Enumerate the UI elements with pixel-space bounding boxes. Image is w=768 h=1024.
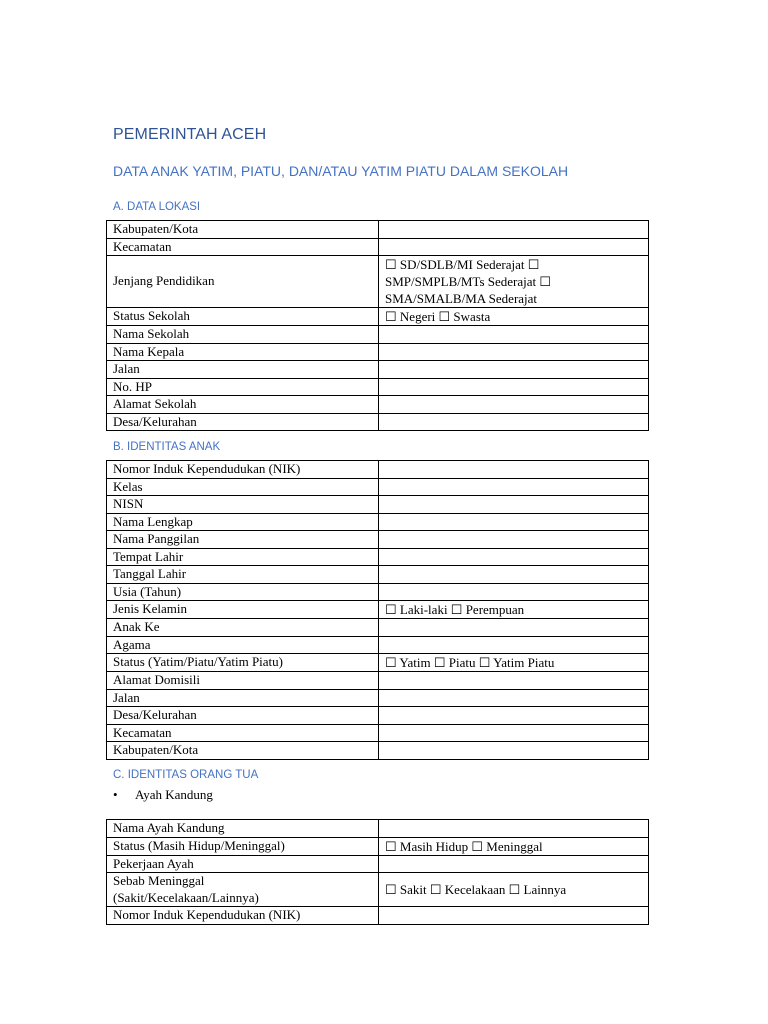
table-row — [107, 361, 649, 379]
option-line[interactable]: SMP/SMPLB/MTs Sederajat ☐ — [385, 274, 552, 289]
field-pekerjaan-ayah[interactable] — [379, 855, 649, 873]
table-row — [107, 601, 649, 619]
label-line: (Sakit/Kecelakaan/Lainnya) — [113, 889, 259, 905]
table-row — [107, 478, 649, 496]
field-no-hp[interactable] — [379, 378, 649, 396]
field-alamat-sekolah[interactable] — [379, 396, 649, 414]
table-row — [107, 672, 649, 690]
row-label: Kecamatan — [107, 724, 379, 742]
field-jalan[interactable] — [379, 361, 649, 379]
table-row — [107, 654, 649, 672]
row-label: Kecamatan — [107, 238, 379, 256]
row-label: Agama — [107, 636, 379, 654]
field-tempat-lahir[interactable] — [379, 548, 649, 566]
table-row — [107, 907, 649, 925]
field-status-yatim[interactable]: ☐ Yatim ☐ Piatu ☐ Yatim Piatu — [379, 654, 649, 672]
row-label: Status Sekolah — [107, 308, 379, 326]
row-label: Jenis Kelamin — [107, 601, 379, 619]
section-c-heading: C. IDENTITAS ORANG TUA — [113, 769, 259, 781]
field-kabupaten-kota[interactable] — [379, 221, 649, 239]
field-anak-ke[interactable] — [379, 619, 649, 637]
field-nama-kepala[interactable] — [379, 343, 649, 361]
table-row — [107, 396, 649, 414]
row-label: Kelas — [107, 478, 379, 496]
bullet-text: Ayah Kandung — [135, 787, 213, 802]
table-row — [107, 855, 649, 873]
row-label: Nama Lengkap — [107, 513, 379, 531]
row-label: Nama Ayah Kandung — [107, 820, 379, 838]
field-kecamatan[interactable] — [379, 724, 649, 742]
data-lokasi-table — [106, 220, 649, 431]
field-nik-ayah[interactable] — [379, 907, 649, 925]
row-label: Alamat Sekolah — [107, 396, 379, 414]
row-label: Kabupaten/Kota — [107, 742, 379, 760]
row-label: Tanggal Lahir — [107, 566, 379, 584]
row-label: Nomor Induk Kependudukan (NIK) — [107, 907, 379, 925]
field-alamat-domisili[interactable] — [379, 672, 649, 690]
label-line: Sebab Meninggal — [113, 873, 205, 888]
table-row — [107, 378, 649, 396]
table-row — [107, 343, 649, 361]
table-row — [107, 413, 649, 431]
field-kabupaten-kota[interactable] — [379, 742, 649, 760]
field-sebab-meninggal[interactable]: ☐ Sakit ☐ Kecelakaan ☐ Lainnya — [379, 873, 649, 907]
row-label: No. HP — [107, 378, 379, 396]
table-row — [107, 461, 649, 479]
field-nama-lengkap[interactable] — [379, 513, 649, 531]
row-label: Usia (Tahun) — [107, 583, 379, 601]
row-label: Pekerjaan Ayah — [107, 855, 379, 873]
table-row — [107, 531, 649, 549]
table-row — [107, 636, 649, 654]
row-label: Kabupaten/Kota — [107, 221, 379, 239]
row-label: Status (Yatim/Piatu/Yatim Piatu) — [107, 654, 379, 672]
page-title: PEMERINTAH ACEH — [113, 126, 267, 143]
row-label: Anak Ke — [107, 619, 379, 637]
section-a-heading: A. DATA LOKASI — [113, 201, 201, 213]
field-tanggal-lahir[interactable] — [379, 566, 649, 584]
list-item — [113, 787, 213, 803]
field-jenjang-pendidikan[interactable] — [379, 256, 649, 308]
row-label: Alamat Domisili — [107, 672, 379, 690]
table-row — [107, 308, 649, 326]
table-row — [107, 689, 649, 707]
table-row — [107, 707, 649, 725]
field-nama-panggilan[interactable] — [379, 531, 649, 549]
field-jalan[interactable] — [379, 689, 649, 707]
row-label: Nama Sekolah — [107, 326, 379, 344]
bullet-icon: • — [113, 787, 118, 802]
table-row — [107, 496, 649, 514]
field-agama[interactable] — [379, 636, 649, 654]
row-label: Nomor Induk Kependudukan (NIK) — [107, 461, 379, 479]
row-label: Jalan — [107, 361, 379, 379]
identitas-orang-tua-table — [106, 819, 649, 925]
field-desa-kelurahan[interactable] — [379, 707, 649, 725]
field-nama-sekolah[interactable] — [379, 326, 649, 344]
field-status-hidup[interactable]: ☐ Masih Hidup ☐ Meninggal — [379, 837, 649, 855]
table-row — [107, 873, 649, 907]
row-label: Tempat Lahir — [107, 548, 379, 566]
table-row — [107, 326, 649, 344]
table-row — [107, 742, 649, 760]
row-label — [107, 873, 379, 907]
row-label: Jalan — [107, 689, 379, 707]
option-line[interactable]: ☐ SD/SDLB/MI Sederajat ☐ — [385, 257, 540, 272]
field-jenis-kelamin[interactable]: ☐ Laki-laki ☐ Perempuan — [379, 601, 649, 619]
field-nama-ayah[interactable] — [379, 820, 649, 838]
table-row — [107, 566, 649, 584]
field-kelas[interactable] — [379, 478, 649, 496]
row-label: Status (Masih Hidup/Meninggal) — [107, 837, 379, 855]
row-label: NISN — [107, 496, 379, 514]
table-row — [107, 724, 649, 742]
document-subtitle: DATA ANAK YATIM, PIATU, DAN/ATAU YATIM PIATU DALAM SEKOLAH — [113, 163, 569, 179]
table-row — [107, 820, 649, 838]
table-row — [107, 513, 649, 531]
field-desa-kelurahan[interactable] — [379, 413, 649, 431]
row-label: Desa/Kelurahan — [107, 707, 379, 725]
field-usia[interactable] — [379, 583, 649, 601]
identitas-anak-table — [106, 460, 649, 760]
row-label: Nama Kepala — [107, 343, 379, 361]
table-row — [107, 238, 649, 256]
row-label: Jenjang Pendidikan — [107, 256, 379, 308]
field-status-sekolah[interactable]: ☐ Negeri ☐ Swasta — [379, 308, 649, 326]
table-row — [107, 221, 649, 239]
field-nik[interactable] — [379, 461, 649, 479]
field-nisn[interactable] — [379, 496, 649, 514]
table-row — [107, 256, 649, 308]
table-row — [107, 837, 649, 855]
table-row — [107, 548, 649, 566]
row-label: Desa/Kelurahan — [107, 413, 379, 431]
option-line[interactable]: SMA/SMALB/MA Sederajat — [385, 291, 538, 306]
field-kecamatan[interactable] — [379, 238, 649, 256]
table-row — [107, 619, 649, 637]
row-label: Nama Panggilan — [107, 531, 379, 549]
table-row — [107, 583, 649, 601]
section-b-heading: B. IDENTITAS ANAK — [113, 441, 221, 453]
